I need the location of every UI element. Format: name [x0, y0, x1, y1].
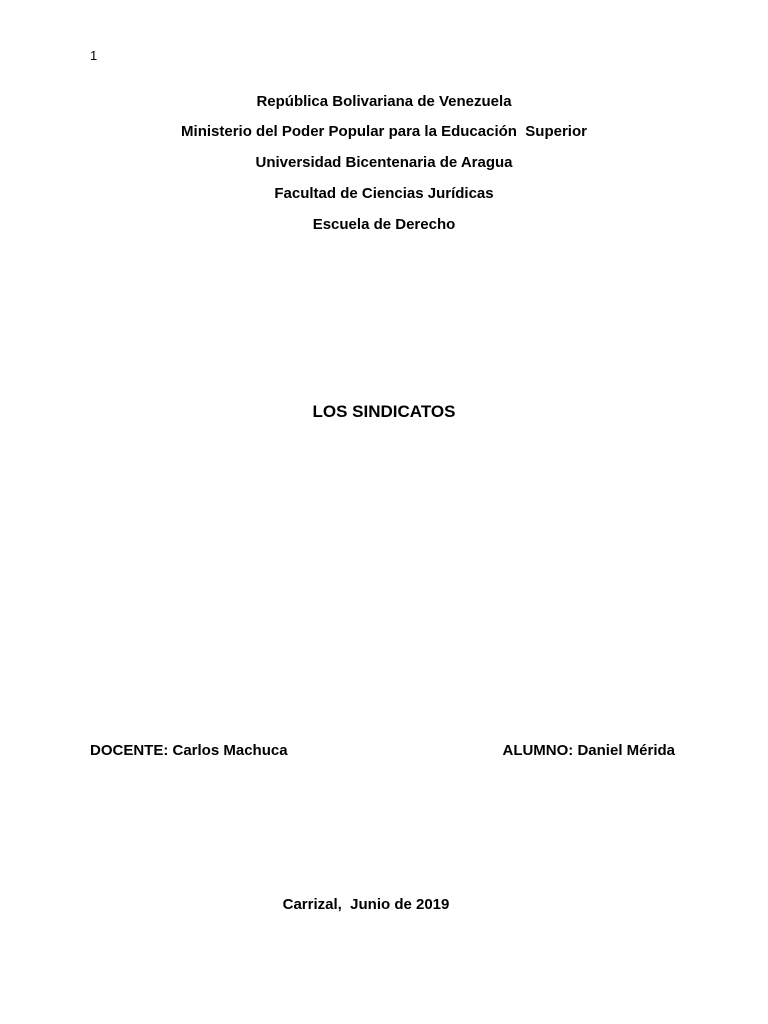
docente-label: DOCENTE: Carlos Machuca	[90, 742, 288, 759]
page-number: 1	[90, 48, 98, 63]
header-line-republic: República Bolivariana de Venezuela	[256, 93, 512, 110]
header-line-school: Escuela de Derecho	[312, 216, 456, 233]
place-date: Carrizal, Junio de 2019	[282, 896, 450, 913]
header-line-ministry: Ministerio del Poder Popular para la Educación Superior	[181, 123, 587, 140]
document-title: LOS SINDICATOS	[312, 402, 456, 421]
header-line-university: Universidad Bicentenaria de Aragua	[255, 154, 513, 171]
alumno-label: ALUMNO: Daniel Mérida	[502, 742, 675, 759]
header-line-faculty: Facultad de Ciencias Jurídicas	[274, 185, 494, 202]
